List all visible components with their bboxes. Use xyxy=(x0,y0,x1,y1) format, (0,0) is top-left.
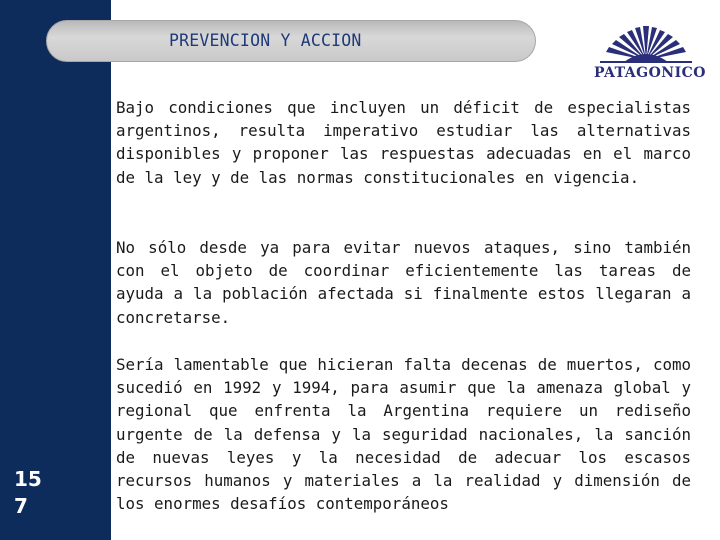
paragraph-1: Bajo condiciones que incluyen un déficit de especialistas argentinos, resulta imperativo estudiar las alternativas disponibles y proponer las respuestas adecuadas en el marco de la ley y de las normas constitucionales en vigencia. xyxy=(116,98,691,187)
logo-brand-text: PATAGONICO xyxy=(594,65,706,81)
page-title: PREVENCION Y ACCION xyxy=(169,31,362,50)
paragraph-2: No sólo desde ya para evitar nuevos ataques, sino también con el objeto de coordinar eficientemente las tareas de ayuda a la población afectada si finalmente estos llegaran a concretarse. xyxy=(116,238,691,327)
paragraph-3: Sería lamentable que hicieran falta decenas de muertos, como sucedió en 1992 y 1994, para asumir que la amenaza global y regional que enfrenta la Argentina requiere un rediseño urgente de la defensa y la seguridad nacionales, la sanción de nuevas leyes y la necesidad de adecuar los escasos recursos humanos y materiales a la realidad y dimensión de los enormes desafíos contemporáneos xyxy=(116,355,691,514)
page-number-line-1: 15 xyxy=(14,467,42,491)
left-sidebar xyxy=(0,0,111,540)
logo-small-text: GRUPO xyxy=(631,56,661,63)
page-number xyxy=(14,466,54,520)
page-number-line-2: 7 xyxy=(14,494,28,518)
grupo-patagonico-logo xyxy=(594,20,706,90)
